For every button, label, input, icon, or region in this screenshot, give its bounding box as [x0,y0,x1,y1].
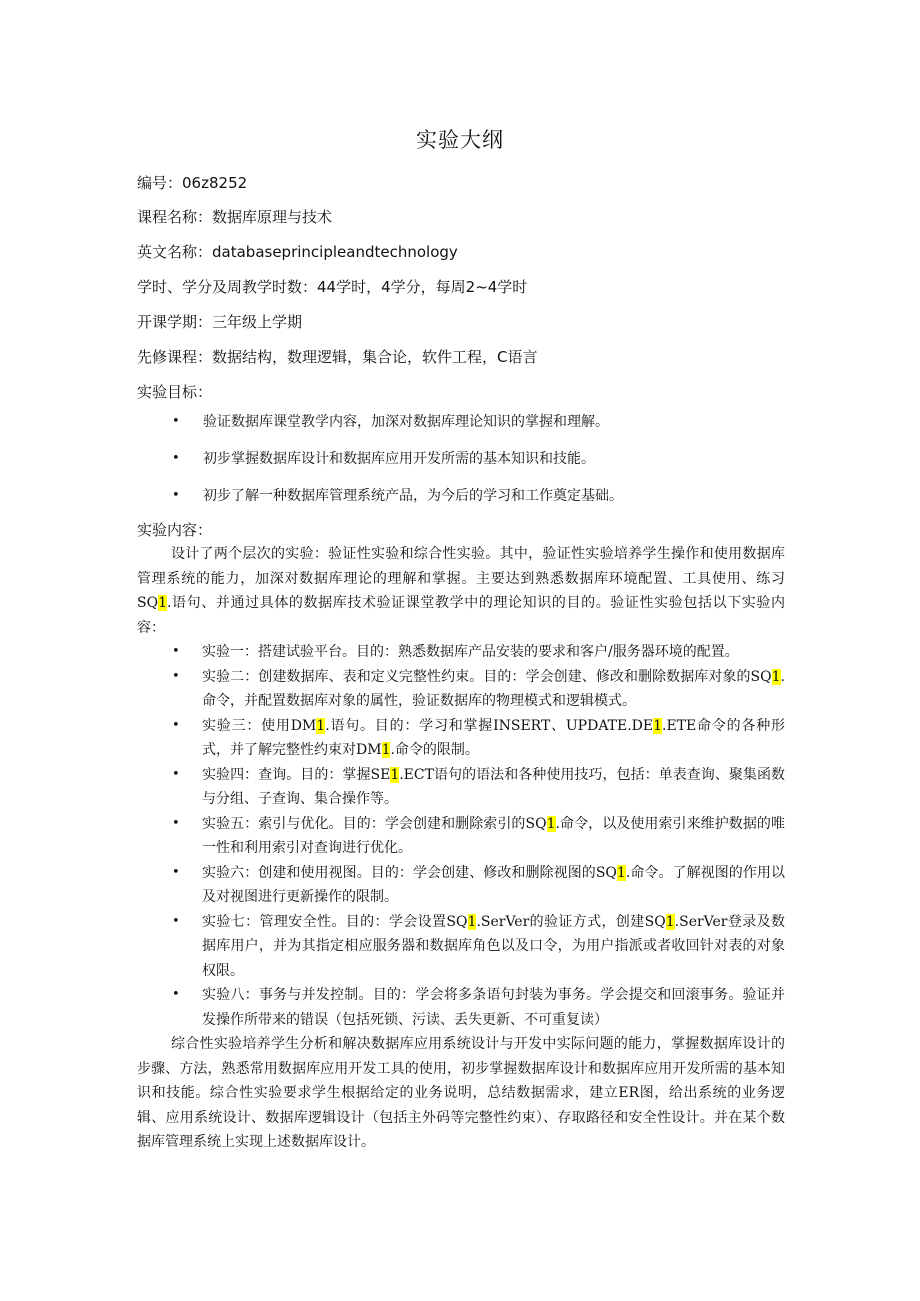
list-item [137,714,785,763]
closing-paragraph: 综合性实验培养学生分析和解决数据库应用系统设计与开发中实际问题的能力，掌握数据库设计的步骤、方法，熟悉常用数据库应用开发工具的使用，初步掌握数据库设计和数据库应用开发所需的基本知识和技能。综合性实验要求学生根据给定的业务说明，总结数据需求，建立ER图，给出系统的业务逻辑、应用系统设计、数据库逻辑设计（包括主外码等完整性约束）、存取路径和安全性设计。并在某个数据库管理系统上实现上述数据库设计。 [137,1036,785,1150]
highlight-mark: 1 [653,717,663,734]
field-value: 数据库原理与技术 [212,208,333,226]
list-item [137,861,785,910]
text-segment: .语句、并通过具体的数据库技术验证课堂教学中的理论知识的目的。验证性实验包括以下实验内容： [137,595,785,636]
content-heading: 实验内容： [137,521,213,539]
goal-text: 初步了解一种数据库管理系统产品，为今后的学习和工作奠定基础。 [203,488,623,504]
bullet: • [172,913,180,929]
goals-list [137,412,787,523]
list-item [137,449,787,486]
goal-text: 验证数据库课堂教学内容，加深对数据库理论知识的掌握和理解。 [203,414,609,430]
experiment-text: 实验八：事务与并发控制。目的：学会将多条语句封装为事务。学会提交和回滚事务。验证并发操作所带来的错误（包括死锁、污读、丢失更新、不可重复读） [202,987,785,1028]
text-segment: .命令，以及使用索引来维护数据的唯一性和利用索引对查询进行优化。 [202,815,785,856]
field-value: databaseprincipleandtechnology [212,243,458,261]
field-english-name [137,241,458,262]
bullet: • [172,766,180,782]
highlight-mark: 1 [158,595,167,611]
list-item [137,665,785,714]
text-segment: 实验二：创建数据库、表和定义完整性约束。目的：学会创建、修改和删除数据库对象的SQ [202,668,772,685]
text-segment: 实验五：索引与优化。目的：学会创建和删除索引的SQ [202,815,547,832]
text-segment: 实验七：管理安全性。目的：学会设置SQ [202,913,468,930]
experiment-text: 实验一：搭建试验平台。目的：熟悉数据库产品安装的要求和客户/服务器环境的配置。 [202,644,739,660]
experiment-list [137,640,785,1032]
field-value: 三年级上学期 [212,313,303,331]
highlight-mark: 1 [771,668,781,685]
text-segment: 设计了两个层次的实验：验证性实验和综合性实验。其中，验证性实验培养学生操作和使用数据库管理系统的能力，加深对数据库理论的理解和掌握。主要达到熟悉数据库环境配置、工具使用、练习SQ [137,546,785,611]
text-segment: .命令的限制。 [390,742,479,758]
text-segment: .ECT语句的语法和各种使用技巧，包括：单表查询、聚集函数与分组、子查询、集合操作等。 [202,766,785,807]
bullet: • [172,864,180,880]
text-segment: 实验四：查询。目的：掌握SE [202,766,391,783]
bullet: • [172,668,180,684]
text-segment: 实验六：创建和使用视图。目的：学会创建、修改和删除视图的SQ [202,864,617,881]
field-semester [137,311,302,332]
field-prerequisites [137,346,538,367]
list-item [137,910,785,984]
field-label: 课程名称： [137,208,213,226]
text-segment: .语句。目的：学习和掌握INSERT、UPDATE.DE [325,717,654,734]
field-code [137,172,247,193]
list-item [137,412,787,449]
list-item [137,763,785,812]
field-value: 06z8252 [182,174,248,192]
bullet: • [172,414,180,429]
field-label: 开课学期： [137,313,213,331]
highlight-mark: 1 [665,913,675,930]
list-item [137,486,787,523]
list-item [137,983,785,1032]
highlight-mark: 1 [381,742,391,758]
list-item [137,640,785,665]
goal-text: 初步掌握数据库设计和数据库应用开发所需的基本知识和技能。 [203,451,595,467]
goals-heading: 实验目标： [137,383,213,401]
field-course-name [137,206,332,227]
field-label: 英文名称： [137,243,213,261]
bullet: • [172,815,180,831]
list-item [137,812,785,861]
field-value: 数据结构，数理逻辑，集合论，软件工程，C语言 [212,348,538,366]
highlight-mark: 1 [616,864,626,881]
highlight-mark: 1 [390,766,400,783]
bullet: • [172,717,180,733]
content-section [137,542,785,1155]
text-segment: 实验三：使用DM [202,717,317,734]
text-segment: .命令，并配置数据库对象的属性，验证数据库的物理模式和逻辑模式。 [202,668,785,709]
bullet: • [172,644,180,659]
bullet: • [172,488,180,503]
text-segment: .SerVer登录及数据库用户，并为其指定相应服务器和数据库角色以及口令，为用户指派或者收回针对表的对象权限。 [202,913,785,979]
field-label: 先修课程： [137,348,213,366]
text-segment: .命令。了解视图的作用以及对视图进行更新操作的限制。 [202,864,785,905]
highlight-mark: 1 [467,913,477,930]
bullet: • [172,451,180,466]
field-hours [137,276,527,297]
document-title: 实验大纲 [416,128,504,152]
field-label: 学时、学分及周教学时数： [137,278,318,296]
bullet: • [172,987,180,1002]
text-segment: .ETE命令的各种形式，并了解完整性约束对DM [202,717,785,758]
highlight-mark: 1 [546,815,556,832]
text-segment: .SerVer的验证方式，创建SQ [476,913,666,930]
intro-paragraph [137,542,785,640]
field-label: 编号： [137,174,183,192]
field-value: 44学时，4学分，每周2~4学时 [317,278,528,296]
highlight-mark: 1 [316,717,326,734]
